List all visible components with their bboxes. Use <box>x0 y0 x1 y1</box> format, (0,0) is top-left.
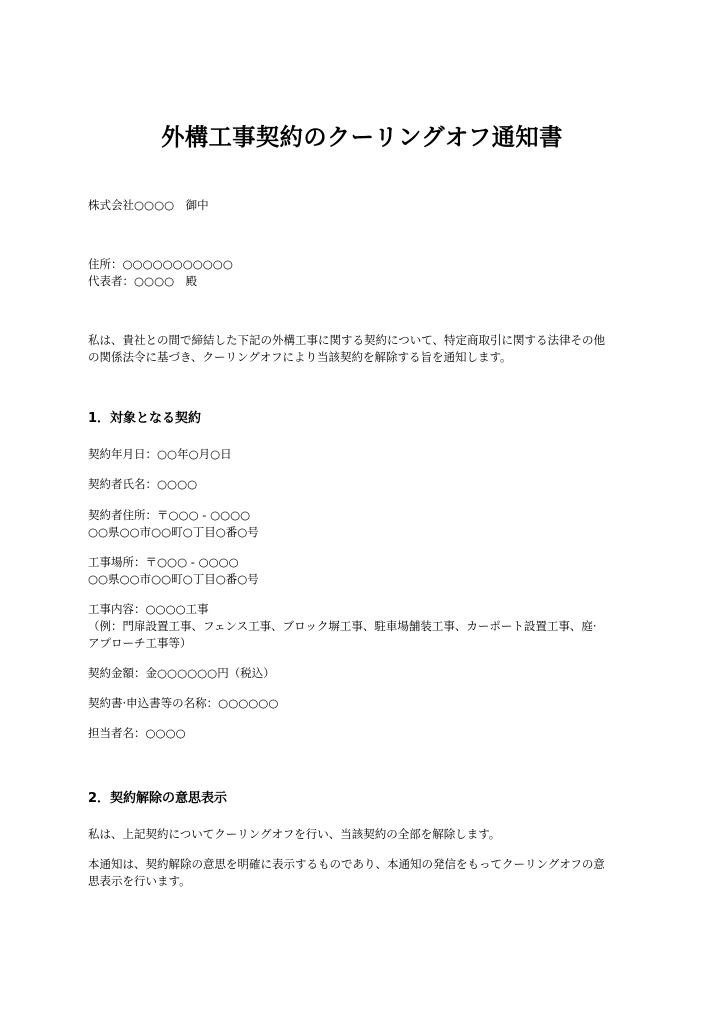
section2-heading: 2．契約解除の意思表示 <box>88 791 228 806</box>
contractor-name: 契約者氏名：○○○○ <box>88 477 198 491</box>
contract-date: 契約年月日：○○年○月○日 <box>88 447 232 461</box>
sender-address: 住所：○○○○○○○○○○○ <box>88 257 233 271</box>
sender-representative: 代表者：○○○○ 殿 <box>88 274 198 288</box>
document-title: 外構工事契約のクーリングオフ通知書 <box>161 124 563 151</box>
intro-line-1: 私は、貴社との間で締結した下記の外構工事に関する契約について、特定商取引に関する法律その他 <box>88 333 606 347</box>
section2-paragraph1: 私は、上記契約についてクーリングオフを行い、当該契約の全部を解除します。 <box>88 827 501 841</box>
addressee: 株式会社○○○○ 御中 <box>88 198 209 212</box>
section2-paragraph2-line-1: 本通知は、契約解除の意思を明確に表示するものであり、本通知の発信をもってクーリングオフの意 <box>88 857 605 871</box>
contract-amount: 契約金額：金○○○○○○円（税込） <box>88 666 275 680</box>
person-in-charge: 担当者名：○○○○ <box>88 726 186 740</box>
site-location-line-2: ○○県○○市○○町○丁目○番○号 <box>88 572 259 586</box>
section2-paragraph2-line-2: 思表示を行います。 <box>88 874 191 888</box>
work-content-line-1: 工事内容：○○○○工事 <box>88 602 209 616</box>
document-name: 契約書·申込書等の名称：○○○○○○ <box>88 696 279 710</box>
site-location-line-1: 工事場所：〒○○○ - ○○○○ <box>88 555 239 569</box>
work-content-line-3: アプローチ工事等） <box>88 636 192 650</box>
work-content-line-2: （例：門扉設置工事、フェンス工事、ブロック塀工事、駐車場舗装工事、カーポート設置工事、庭· <box>88 619 597 633</box>
contractor-address-line-2: ○○県○○市○○町○丁目○番○号 <box>88 525 259 539</box>
section1-heading: 1．対象となる契約 <box>88 411 202 426</box>
contractor-address-line-1: 契約者住所：〒○○○ - ○○○○ <box>88 508 251 522</box>
intro-line-2: の関係法令に基づき、クーリングオフにより当該契約を解除する旨を通知します。 <box>88 350 512 364</box>
